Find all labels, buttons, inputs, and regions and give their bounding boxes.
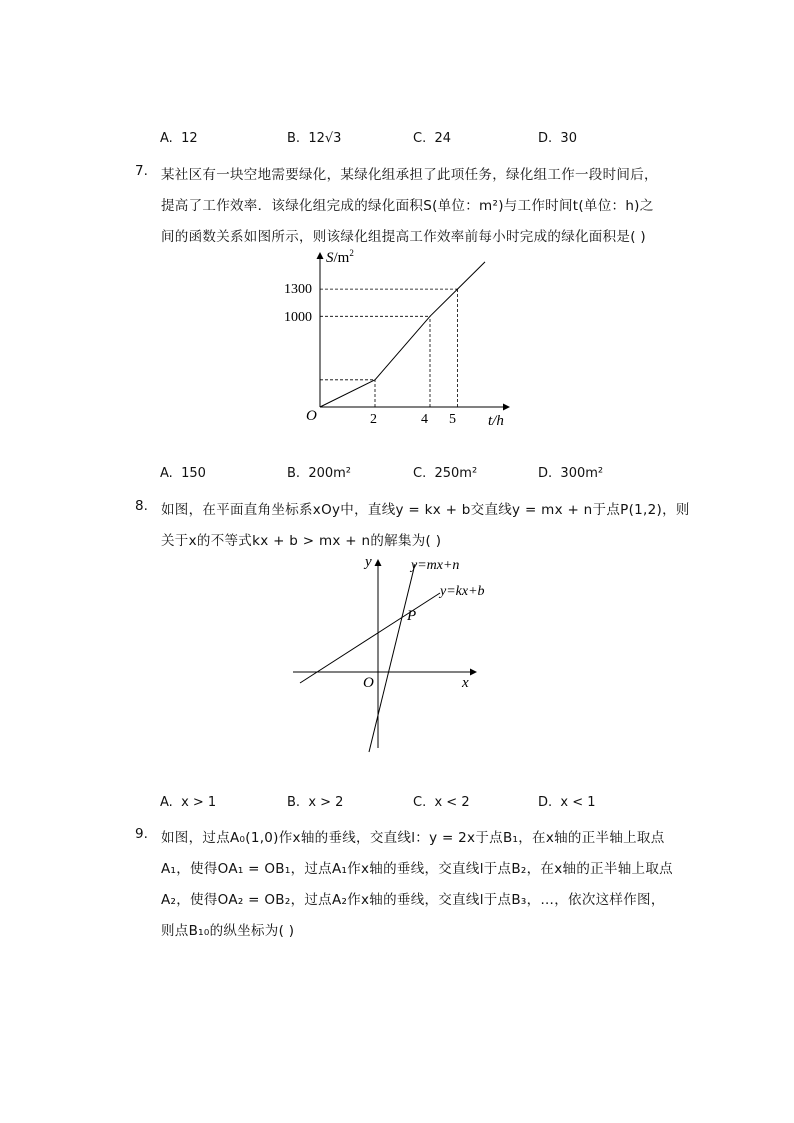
- q9-line-2: A₁，使得OA₁ = OB₁，过点A₁作x轴的垂线，交直线l于点B₂，在x轴的正半轴上取点: [161, 861, 673, 877]
- q8-option-c: C. x < 2: [413, 795, 470, 810]
- q8-option-a: A. x > 1: [160, 795, 217, 810]
- q8-origin-label: O: [363, 675, 374, 691]
- q8-option-b: B. x > 2: [287, 795, 344, 810]
- q7-function-line: [320, 262, 485, 407]
- q8-line-1: 如图，在平面直角坐标系xOy中，直线y = kx + b交直线y = mx + n于点P(1,2)，则: [161, 502, 690, 518]
- q7-origin-label: O: [306, 408, 317, 424]
- q7-x-axis-arrow: [503, 404, 510, 411]
- q7-x-tick-4: 4: [421, 412, 428, 427]
- q9-line-1: 如图，过点A₀(1,0)作x轴的垂线，交直线l：y = 2x于点B₁，在x轴的正半轴上取点: [161, 830, 665, 846]
- q7-line-3: 间的函数关系如图所示，则该绿化组提高工作效率前每小时完成的绿化面积是( ): [161, 229, 646, 245]
- q8-option-d: D. x < 1: [538, 795, 596, 810]
- q7-option-a: A. 150: [160, 466, 206, 481]
- q7-figure: [270, 245, 520, 435]
- q7-y-tick-1300: 1300: [284, 282, 312, 297]
- q7-line-2: 提高了工作效率．该绿化组完成的绿化面积S(单位：m²)与工作时间t(单位：h)之: [161, 198, 654, 214]
- q7-option-b: B. 200m²: [287, 466, 352, 481]
- q9-line-3: A₂，使得OA₂ = OB₂，过点A₂作x轴的垂线，交直线l于点B₃，…，依次这样作图，: [161, 892, 665, 908]
- q9-line-4: 则点B₁₀的纵坐标为( ): [161, 923, 295, 939]
- q8-y-axis-arrow: [375, 559, 382, 566]
- q7-x-axis-label: t/h: [488, 413, 504, 429]
- q8-line-2: 关于x的不等式kx + b > mx + n的解集为( ): [161, 533, 442, 549]
- q6-option-a: A. 12: [160, 131, 198, 146]
- q8-number: 8.: [135, 498, 148, 514]
- q8-line2-label: y=kx+b: [440, 584, 485, 599]
- q7-guide-lines: [320, 289, 458, 407]
- q6-option-d: D. 30: [538, 131, 577, 146]
- q7-y-axis-label: $S/m^2$: [326, 248, 354, 266]
- q8-x-axis-arrow: [470, 669, 477, 676]
- q8-y-label: y: [365, 554, 372, 570]
- q7-x-tick-5: 5: [449, 412, 456, 427]
- q8-figure: [285, 548, 515, 758]
- q8-line1-label: y=mx+n: [411, 558, 460, 573]
- q6-option-b: B. 12√3: [287, 131, 342, 146]
- q9-number: 9.: [135, 826, 148, 842]
- q7-y-tick-1000: 1000: [284, 310, 312, 325]
- q7-option-d: D. 300m²: [538, 466, 604, 481]
- q6-option-c: C. 24: [413, 131, 452, 146]
- q8-point-p-label: P: [407, 608, 417, 624]
- q7-option-c: C. 250m²: [413, 466, 478, 481]
- q8-line-mx-n: [369, 564, 415, 752]
- q7-y-axis-arrow: [317, 252, 324, 259]
- q7-line-1: 某社区有一块空地需要绿化，某绿化组承担了此项任务，绿化组工作一段时间后，: [161, 167, 658, 183]
- q7-x-tick-2: 2: [370, 412, 377, 427]
- q8-line-kx-b: [300, 593, 440, 683]
- q7-number: 7.: [135, 163, 148, 179]
- q8-x-label: x: [462, 675, 469, 691]
